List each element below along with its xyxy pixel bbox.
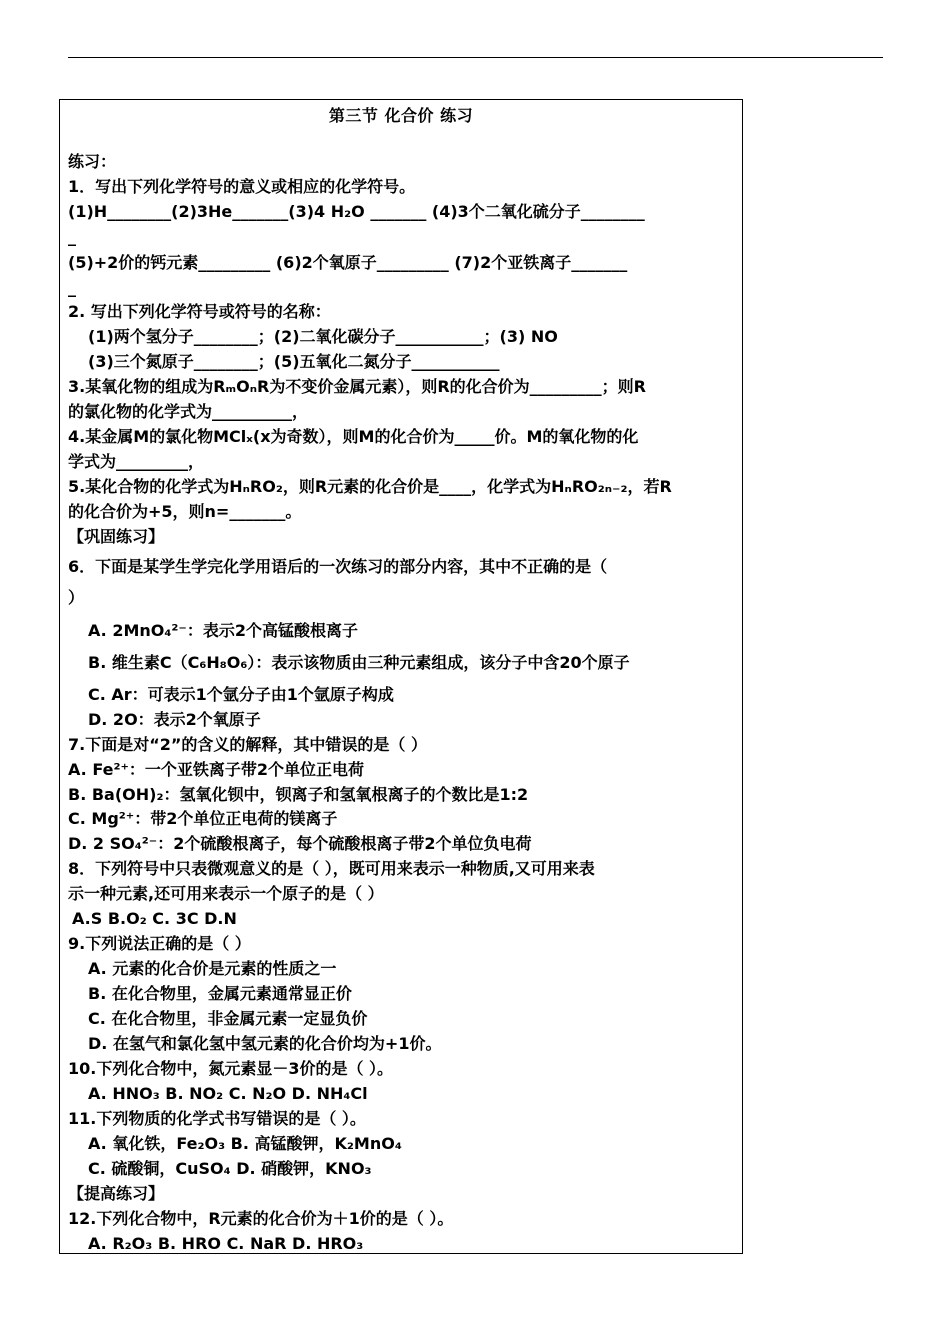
page-title: 第三节 化合价 练习 <box>328 106 474 125</box>
text-line: 3.某氧化物的组成为RₘOₙR为不变价金属元素），则R的化合价为_________；则R <box>68 377 647 396</box>
text-line: 的氯化物的化学式为__________， <box>68 402 309 421</box>
option-line: A. Fe²⁺：一个亚铁离子带2个单位正电荷 <box>68 760 365 779</box>
option-line: B. 维生素C（C₆H₈O₆）：表示该物质由三种元素组成，该分子中含20个原子 <box>88 653 630 672</box>
text-line: 的化合价为+5，则n=_______。 <box>68 502 302 521</box>
text-line: 8．下列符号中只表微观意义的是（ ），既可用来表示一种物质,又可用来表 <box>68 859 595 878</box>
option-line: A. 元素的化合价是元素的性质之一 <box>88 959 337 978</box>
text-line: 12.下列化合物中，R元素的化合价为＋1价的是（ ）。 <box>68 1209 454 1228</box>
option-line: C. 硫酸铜，CuSO₄ D. 硝酸钾，KNO₃ <box>88 1159 372 1178</box>
text-line: 11.下列物质的化学式书写错误的是（ ）。 <box>68 1109 366 1128</box>
text-line: 2. 写出下列化学符号或符号的名称： <box>68 302 331 321</box>
option-line: B. Ba(OH)₂：氢氧化钡中，钡离子和氢氧根离子的个数比是1:2 <box>68 785 529 804</box>
text-line: 学式为_________， <box>68 452 205 471</box>
text-line: 7.下面是对“2”的含义的解释，其中错误的是（ ） <box>68 735 427 754</box>
text-line: 6．下面是某学生学完化学用语后的一次练习的部分内容，其中不正确的是（ <box>68 557 608 576</box>
option-line: A. R₂O₃ B. HRO C. NaR D. HRO₃ <box>88 1234 364 1253</box>
option-line: D. 在氢气和氯化氢中氢元素的化合价均为+1价。 <box>88 1034 442 1053</box>
option-line: C. 在化合物里，非金属元素一定显负价 <box>88 1009 368 1028</box>
header-rule <box>68 57 883 58</box>
option-line: C. Mg²⁺：带2个单位正电荷的镁离子 <box>68 809 338 828</box>
text-line: _ <box>68 227 76 246</box>
option-line: A. 2MnO₄²⁻：表示2个高锰酸根离子 <box>88 621 358 640</box>
text-line: (1)H________(2)3He_______(3)4 H₂O _______ (4)3个二氧化硫分子________ <box>68 202 645 221</box>
option-line: D. 2 SO₄²⁻：2个硫酸根离子，每个硫酸根离子带2个单位负电荷 <box>68 834 532 853</box>
option-line: B. 在化合物里，金属元素通常显正价 <box>88 984 352 1003</box>
text-line: (1)两个氢分子________；(2)二氧化碳分子___________；(3) NO <box>88 327 558 346</box>
text-line: 5.某化合物的化学式为HₙRO₂，则R元素的化合价是____，化学式为HₙRO₂ₙ₋₂，若R <box>68 477 672 496</box>
text-line: 1．写出下列化学符号的意义或相应的化学符号。 <box>68 177 416 196</box>
text-line: _ <box>68 278 76 297</box>
option-line: D. 2O：表示2个氧原子 <box>88 710 261 729</box>
option-line: A. HNO₃ B. NO₂ C. N₂O D. NH₄Cl <box>88 1084 368 1103</box>
option-line: A.S B.O₂ C. 3C D.N <box>72 909 237 928</box>
text-line: 9.下列说法正确的是（ ） <box>68 934 251 953</box>
text-line: (3)三个氮原子________；(5)五氧化二氮分子___________ <box>88 352 500 371</box>
section-heading: 【提高练习】 <box>68 1184 165 1203</box>
text-line: (5)+2价的钙元素_________ (6)2个氧原子_________ (7)2个亚铁离子_______ <box>68 253 628 272</box>
text-line: 10.下列化合物中，氮元素显－3价的是（ ）。 <box>68 1059 394 1078</box>
text-line: 练习： <box>68 152 117 171</box>
text-line: 4.某金属M的氯化物MClₓ(x为奇数），则M的化合价为_____价。M的氧化物的化 <box>68 427 639 446</box>
text-line: ） <box>68 588 85 607</box>
text-line: 示一种元素,还可用来表示一个原子的是（ ） <box>68 884 384 903</box>
section-heading: 【巩固练习】 <box>68 527 165 546</box>
option-line: C. Ar：可表示1个氩分子由1个氩原子构成 <box>88 685 394 704</box>
option-line: A. 氧化铁，Fe₂O₃ B. 高锰酸钾，K₂MnO₄ <box>88 1134 402 1153</box>
